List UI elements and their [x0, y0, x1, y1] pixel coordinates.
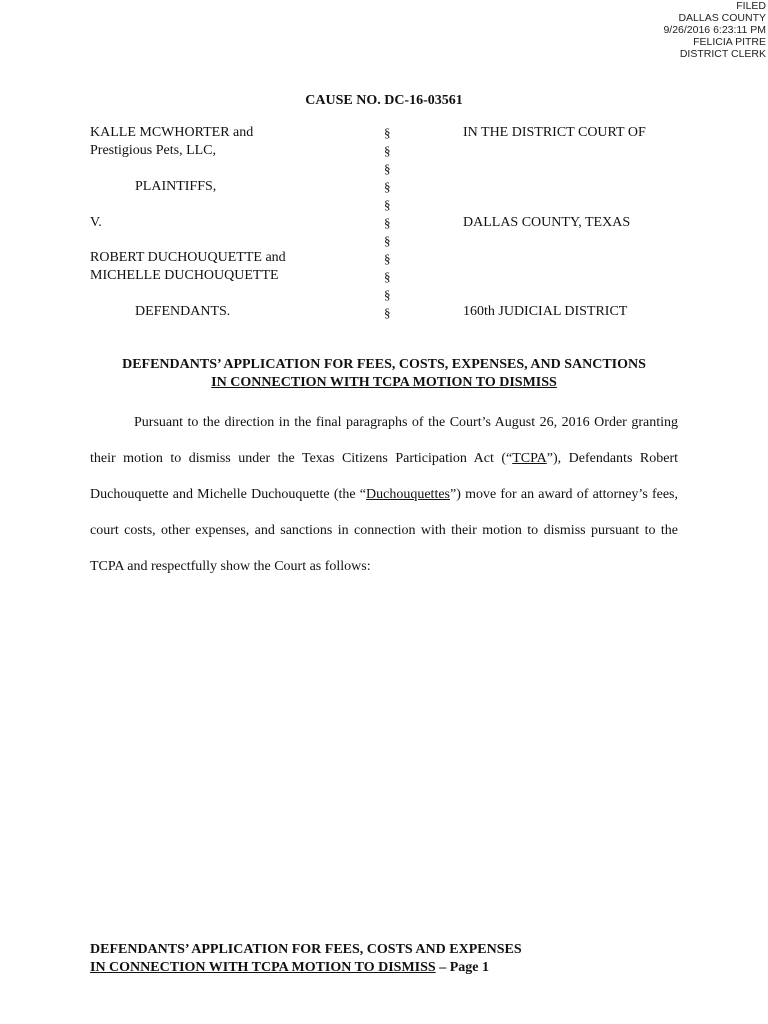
- section-symbol: §: [384, 215, 391, 230]
- versus-label: V.: [90, 215, 102, 230]
- section-symbol: §: [384, 305, 391, 320]
- plaintiff-name-line2: Prestigious Pets, LLC,: [90, 143, 217, 158]
- section-symbol: §: [384, 125, 391, 140]
- defendant-name-line1: ROBERT DUCHOUQUETTE and: [90, 250, 286, 265]
- footer-title-line1: DEFENDANTS’ APPLICATION FOR FEES, COSTS AND EXPENSES: [90, 942, 522, 957]
- body-paragraph: [90, 405, 678, 585]
- defined-term-tcpa: TCPA: [512, 451, 547, 466]
- section-symbol: §: [384, 251, 391, 266]
- cause-number: CAUSE NO. DC-16-03561: [305, 93, 463, 108]
- filing-stamp: [663, 0, 766, 60]
- section-symbol: §: [384, 143, 391, 158]
- defendant-name-line2: MICHELLE DUCHOUQUETTE: [90, 268, 279, 283]
- section-symbol: §: [384, 287, 391, 302]
- section-symbol: §: [384, 269, 391, 284]
- body-text: ”), Defendants Robert Duchouquette and Michelle Duchouquette (the “: [90, 451, 678, 502]
- body-text: Pursuant to the direction in the final paragraphs of the Court’s August 26, 2016 Order granting their motion to dismiss under the Texas Citizens Participation Act (“: [90, 415, 678, 466]
- document-title-line1: DEFENDANTS’ APPLICATION FOR FEES, COSTS, EXPENSES, AND SANCTIONS: [122, 357, 646, 372]
- body-text: ”) move for an award of attorney’s fees, court costs, other expenses, and sanctions in connection with their motion to dismiss pursuant to the TCPA and respectfully show the Court as follows:: [90, 487, 679, 574]
- section-symbol: §: [384, 233, 391, 248]
- stamp-clerk-name: FELICIA PITRE: [693, 36, 766, 48]
- stamp-clerk-title: DISTRICT CLERK: [679, 48, 766, 60]
- footer-title-line2: [90, 959, 522, 977]
- stamp-filed: FILED: [736, 0, 766, 12]
- section-symbol: §: [384, 161, 391, 176]
- defined-term-duchouquettes: Duchouquettes: [366, 487, 450, 502]
- section-symbol: §: [384, 197, 391, 212]
- section-symbol: §: [384, 179, 391, 194]
- document-title: [0, 356, 768, 392]
- document-title-line2: IN CONNECTION WITH TCPA MOTION TO DISMISS: [211, 375, 557, 390]
- footer-page-number: – Page 1: [435, 960, 489, 975]
- court-county-line: DALLAS COUNTY, TEXAS: [463, 215, 631, 230]
- plaintiffs-label: PLAINTIFFS,: [135, 179, 217, 194]
- plaintiff-name-line1: KALLE MCWHORTER and: [90, 125, 254, 140]
- court-name-line: IN THE DISTRICT COURT OF: [463, 125, 646, 140]
- stamp-timestamp: 9/26/2016 6:23:11 PM: [663, 24, 766, 36]
- footer-title-underlined: IN CONNECTION WITH TCPA MOTION TO DISMISS: [90, 960, 436, 975]
- page-footer: [90, 941, 522, 977]
- judicial-district-line: 160th JUDICIAL DISTRICT: [463, 304, 628, 319]
- defendants-label: DEFENDANTS.: [135, 304, 231, 319]
- case-caption: [90, 125, 690, 325]
- stamp-county: DALLAS COUNTY: [678, 12, 766, 24]
